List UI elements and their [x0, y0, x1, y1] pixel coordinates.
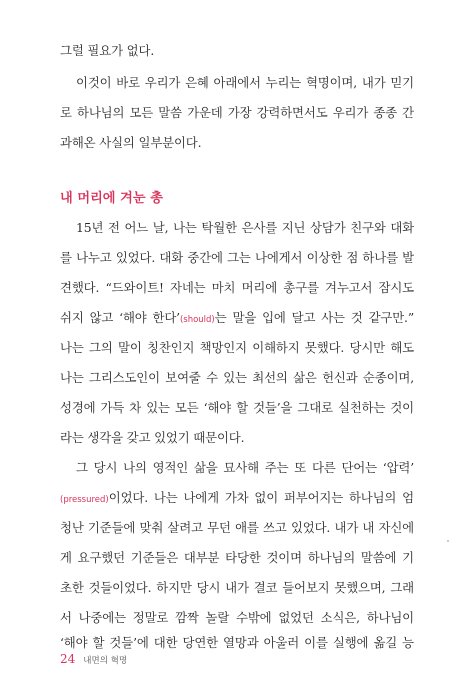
body-text-line: 견했다. “드와이트! 자네는 마치 머리에 총구를 겨누고서 잠시도 [60, 280, 414, 295]
page-number: 24 [60, 652, 76, 666]
line-text: 쉬지 않고 ‘해야 한다’ [60, 310, 180, 325]
body-text-line: 서 나중에는 정말로 깜짝 놀랄 수밖에 없었던 소식은, 하나님이 [60, 610, 414, 625]
body-text-line: ‘해야 할 것들’에 대한 당연한 열망과 아울러 이를 실행에 옮길 능 [60, 635, 414, 650]
body-text-line: 이것이 바로 우리가 은혜 아래에서 누리는 혁명이며, 내가 믿기 [76, 75, 414, 90]
body-text-line: 그 당시 나의 영적인 삶을 묘사해 주는 또 다른 단어는 ‘압력’ [76, 460, 414, 475]
body-text-line: 라는 생각을 갖고 있었기 때문이다. [60, 430, 245, 445]
body-text-line: 게 요구했던 기준들은 대부분 타당한 것이며 하나님의 말씀에 기 [60, 550, 414, 565]
running-title: 내면의 혁명 [83, 656, 128, 666]
english-gloss: (should) [179, 315, 215, 325]
page-footer [60, 652, 127, 666]
paper-speck [447, 540, 449, 542]
body-text-line: 15년 전 어느 날, 나는 탁월한 은사를 지닌 상담가 친구와 대화 [76, 220, 414, 235]
body-text-line: 를 나누고 있었다. 대화 중간에 그는 나에게서 이상한 점 하나를 발 [60, 250, 414, 265]
body-text-line: 로 하나님의 모든 말씀 가운데 가장 강력하면서도 우리가 종종 간 [60, 105, 414, 120]
body-text-line: 청난 기준들에 맞춰 살려고 무던 애를 쓰고 있었다. 내가 내 자신에 [60, 520, 414, 535]
english-gloss: (pressured) [60, 495, 109, 505]
body-text-line [60, 483, 414, 515]
body-text-line: 그럴 필요가 없다. [60, 43, 155, 58]
line-text: 는 말을 입에 달고 사는 것 같구만.” [214, 310, 414, 325]
body-text-line [60, 303, 414, 335]
body-text-line: 나는 그의 말이 칭찬인지 책망인지 이해하지 못했다. 당시만 해도 [60, 340, 414, 355]
body-text-line: 나는 그리스도인이 보여줄 수 있는 최선의 삶은 헌신과 순종이며, [60, 370, 414, 385]
section-heading: 내 머리에 겨눈 총 [60, 191, 163, 206]
body-text-line: 과해온 사실의 일부분이다. [60, 135, 202, 150]
body-text-line: 초한 것들이었다. 하지만 당시 내가 결코 들어보지 못했으며, 그래 [60, 580, 414, 595]
line-text: 이었다. 나는 나에게 가차 없이 퍼부어지는 하나님의 엄 [108, 490, 414, 505]
body-text-line: 성경에 가득 차 있는 모든 ‘해야 할 것들’을 그대로 실천하는 것이 [60, 400, 414, 415]
